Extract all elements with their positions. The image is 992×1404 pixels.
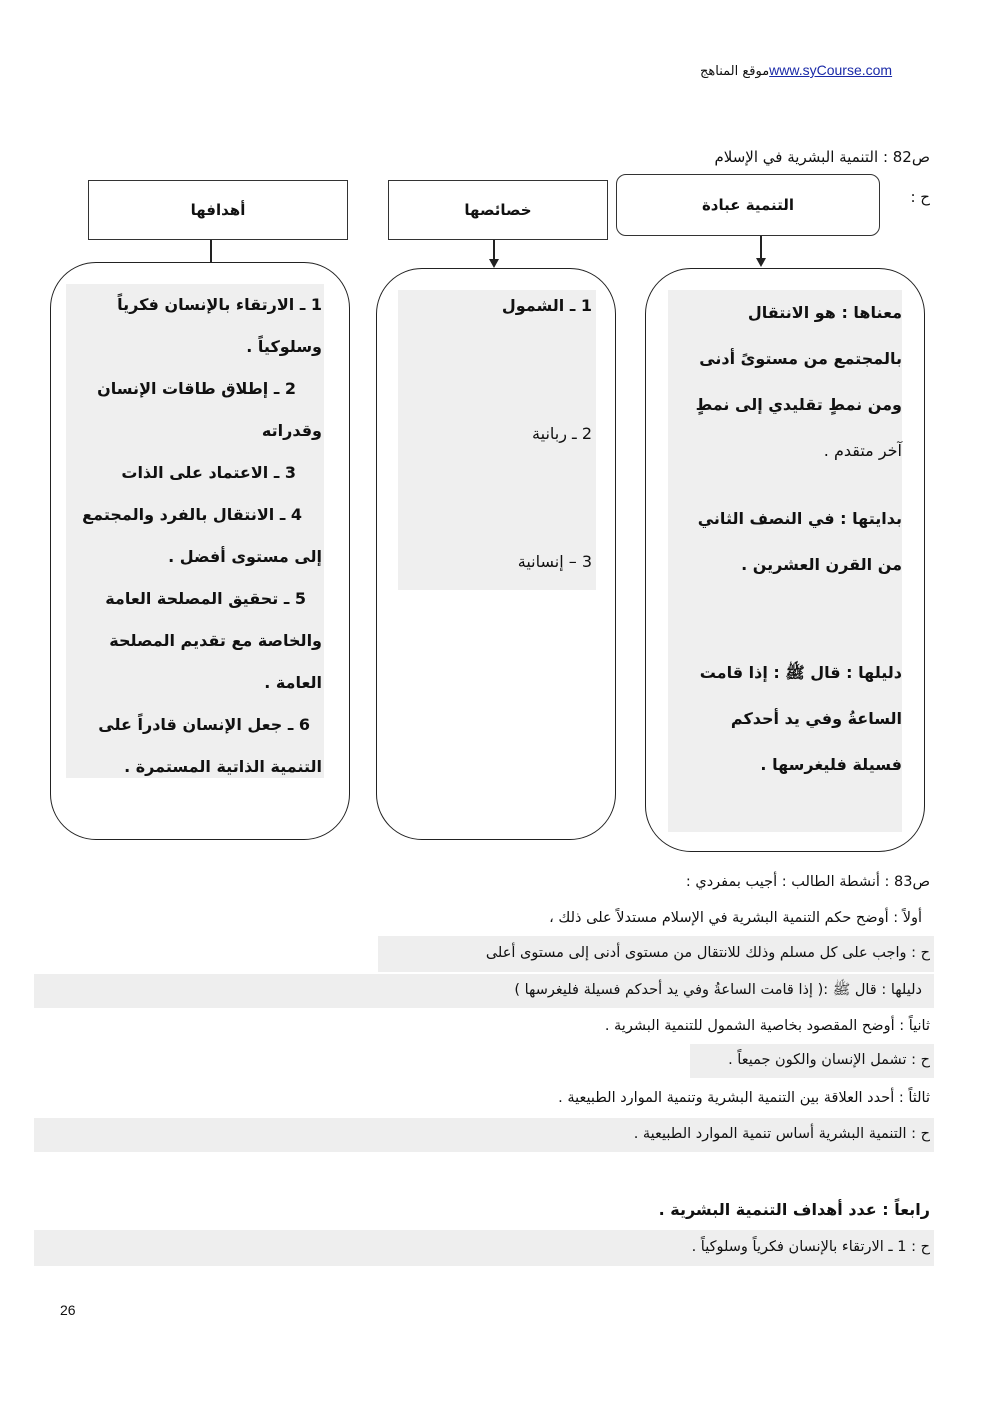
- definition-box-label: التنمية عبادة: [701, 196, 795, 214]
- goals-list: [66, 284, 324, 788]
- start-line: بدايتها : في النصف الثاني: [697, 509, 902, 528]
- arrow-features: [489, 259, 499, 268]
- goal-line: إلى مستوى أفضل .: [168, 547, 322, 566]
- evidence-line: دليلها : قال ﷺ : إذا قامت: [699, 663, 902, 682]
- definition-box: [616, 174, 880, 236]
- goal-line: وقدراته: [261, 421, 322, 440]
- goal-line: وسلوكياً .: [246, 337, 322, 356]
- evidence-line: فسيلة فليغرسها .: [760, 755, 902, 774]
- answer-3: ح : التنمية البشرية أساس تنمية الموارد الطبيعية .: [633, 1126, 930, 1142]
- goal-line: التنمية الذاتية المستمرة .: [124, 757, 322, 776]
- answer-1: ح : واجب على كل مسلم وذلك للانتقال من مستوى أدنى إلى مستوى أعلى: [485, 945, 930, 961]
- features-box: [388, 180, 608, 240]
- goal-line: 4 ـ الانتقال بالفرد والمجتمع: [82, 505, 302, 524]
- answer-2: ح : تشمل الإنسان والكون جميعاً .: [728, 1052, 930, 1068]
- site-header: [700, 62, 892, 79]
- question-1: أولاً : أوضح حكم التنمية البشرية في الإسلام مستدلاً على ذلك ،: [549, 910, 922, 926]
- site-link[interactable]: www.syCourse.com: [769, 62, 893, 78]
- goals-content: [66, 284, 324, 778]
- meaning-line: آخر متقدم .: [823, 441, 902, 460]
- goal-line: 3 ـ الاعتماد على الذات: [121, 463, 296, 482]
- goal-line: 2 ـ إطلاق طاقات الإنسان: [97, 379, 296, 398]
- site-name: موقع المناهج: [700, 64, 770, 79]
- features-content: [398, 290, 596, 590]
- meaning-line: بالمجتمع من مستوىً أدنى: [699, 349, 902, 368]
- lesson-title: ص82 : التنمية البشرية في الإسلام: [714, 148, 930, 166]
- answer-label: ح :: [910, 188, 930, 206]
- definition-content: [668, 290, 902, 832]
- evidence-text: [668, 650, 902, 788]
- connector-definition: [760, 236, 762, 259]
- goal-line: 6 ـ جعل الإنسان قادراً على: [98, 715, 310, 734]
- goal-line: 1 ـ الارتقاء بالإنسان فكرياً: [117, 295, 322, 314]
- goal-line: 5 ـ تحقيق المصلحة العامة: [105, 589, 306, 608]
- start-text: [668, 496, 902, 588]
- question-3: ثالثاً : أحدد العلاقة بين التنمية البشرية وتنمية الموارد الطبيعية .: [558, 1090, 930, 1106]
- activities-title: ص83 : أنشطة الطالب : أجيب بمفردي :: [685, 874, 930, 890]
- evidence-line: الساعةُ وفي يد أحدكم: [730, 709, 902, 728]
- question-2: ثانياً : أوضح المقصود بخاصية الشمول للتنمية البشرية .: [604, 1018, 930, 1034]
- feature-item: 1 ـ الشمول: [501, 296, 592, 315]
- connector-goals: [210, 240, 212, 262]
- start-line: من القرن العشرين .: [741, 555, 902, 574]
- answer-4: ح : 1 ـ الارتقاء بالإنسان فكرياً وسلوكياً .: [691, 1239, 930, 1255]
- answer-1-evidence: دليلها : قال ﷺ :( إذا قامت الساعةُ وفي يد أحدكم فسيلة فليغرسها ): [514, 982, 922, 998]
- goals-box: [88, 180, 348, 240]
- question-4: رابعاً : عدد أهداف التنمية البشرية .: [658, 1200, 930, 1219]
- goal-line: والخاصة مع تقديم المصلحة: [109, 631, 322, 650]
- goals-box-label: أهدافها: [190, 201, 246, 219]
- connector-features: [493, 240, 495, 260]
- feature-item: 3 – إنسانية: [517, 552, 592, 571]
- meaning-text: [668, 290, 902, 474]
- features-box-label: خصائصها: [464, 201, 532, 219]
- goal-line: العامة .: [264, 673, 322, 692]
- arrow-definition: [756, 258, 766, 267]
- feature-item: 2 ـ ربانية: [532, 424, 592, 443]
- page-number: 26: [60, 1302, 76, 1318]
- meaning-line: معناها : هو الانتقال: [747, 303, 902, 322]
- meaning-line: ومن نمطٍ تقليدي إلى نمطٍ: [695, 395, 902, 414]
